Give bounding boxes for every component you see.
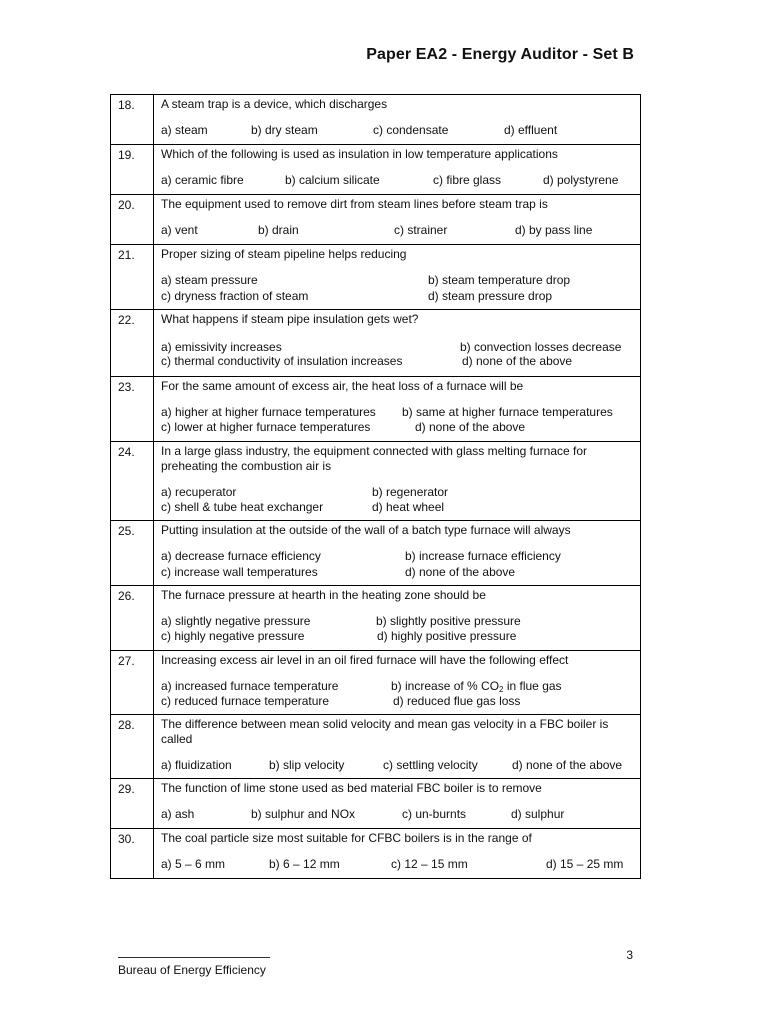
question-number: 28.	[111, 715, 154, 779]
question-number: 22.	[111, 310, 154, 377]
option-b: b) drain	[258, 223, 299, 237]
question-stem: Increasing excess air level in an oil fired furnace will have the following effect	[161, 653, 569, 667]
page-number: 3	[626, 948, 633, 962]
question-stem: The equipment used to remove dirt from steam lines before steam trap is	[161, 197, 548, 211]
option-b: b) sulphur and NOx	[251, 807, 356, 821]
question-stem: Putting insulation at the outside of the wall of a batch type furnace will always	[161, 523, 571, 537]
question-number: 26.	[111, 586, 154, 651]
option-b: b) steam temperature drop	[428, 273, 571, 287]
question-stem: The function of lime stone used as bed material FBC boiler is to remove	[161, 781, 542, 795]
question-row	[111, 521, 641, 586]
option-d: d) heat wheel	[372, 500, 445, 514]
question-stem-line-1: The difference between mean solid velocity and mean gas velocity in a FBC boiler is	[161, 717, 609, 731]
question-stem-line-2: called	[161, 732, 193, 746]
option-a: a) recuperator	[161, 485, 237, 499]
question-number: 23.	[111, 377, 154, 442]
option-b: b) same at higher furnace temperatures	[402, 405, 613, 419]
questions-table	[110, 94, 641, 879]
question-stem: A steam trap is a device, which discharges	[161, 97, 388, 111]
co2-subscript: 2	[499, 685, 504, 694]
option-b: b) increase of % $CO_2$ in flue gas	[391, 679, 562, 694]
question-number: 27.	[111, 651, 154, 715]
option-a: a) fluidization	[161, 758, 232, 772]
option-c: c) dryness fraction of steam	[161, 289, 309, 303]
footer-divider	[118, 957, 270, 958]
option-b: b) slightly positive pressure	[376, 614, 521, 628]
option-c: c) reduced furnace temperature	[161, 694, 330, 708]
option-c: c) 12 – 15 mm	[391, 857, 468, 871]
option-d: d) sulphur	[511, 807, 565, 821]
option-c: c) strainer	[394, 223, 448, 237]
option-b: b) dry steam	[251, 123, 318, 137]
option-d: d) polystyrene	[543, 173, 619, 187]
question-row	[111, 715, 641, 779]
question-row	[111, 779, 641, 829]
page-title: Paper EA2 - Energy Auditor - Set B	[366, 46, 634, 63]
option-a: a) ash	[161, 807, 195, 821]
footer-organization: Bureau of Energy Efficiency	[118, 963, 266, 977]
option-b: b) slip velocity	[269, 758, 345, 772]
question-stem-line-2: preheating the combustion air is	[161, 459, 332, 473]
option-d: d) reduced flue gas loss	[393, 694, 521, 708]
option-c: c) highly negative pressure	[161, 629, 305, 643]
question-stem: Proper sizing of steam pipeline helps reducing	[161, 247, 407, 261]
option-b: b) increase furnace efficiency	[405, 549, 561, 563]
question-stem: What happens if steam pipe insulation gets wet?	[161, 312, 419, 326]
question-number: 29.	[111, 779, 154, 829]
question-row	[111, 145, 641, 195]
option-d: d) by pass line	[515, 223, 593, 237]
option-d: d) none of the above	[512, 758, 623, 772]
option-c: c) thermal conductivity of insulation increases	[161, 354, 403, 368]
question-number: 19.	[111, 145, 154, 195]
option-a: a) slightly negative pressure	[161, 614, 311, 628]
option-d: d) 15 – 25 mm	[546, 857, 624, 871]
option-b: b) regenerator	[372, 485, 449, 499]
question-stem: The furnace pressure at hearth in the heating zone should be	[161, 588, 486, 602]
question-row	[111, 651, 641, 715]
option-a: a) vent	[161, 223, 198, 237]
question-number: 25.	[111, 521, 154, 586]
question-number: 24.	[111, 442, 154, 521]
option-a: a) steam	[161, 123, 208, 137]
option-a: a) emissivity increases	[161, 340, 282, 354]
option-c: c) condensate	[373, 123, 449, 137]
option-c: c) un-burnts	[402, 807, 467, 821]
option-a: a) decrease furnace efficiency	[161, 549, 321, 563]
option-b: b) calcium silicate	[285, 173, 380, 187]
question-number: 30.	[111, 829, 154, 879]
question-row	[111, 310, 641, 377]
option-c: c) settling velocity	[383, 758, 478, 772]
question-stem-line-1: In a large glass industry, the equipment connected with glass melting furnace for	[161, 444, 588, 458]
option-d: d) steam pressure drop	[428, 289, 553, 303]
option-d: d) none of the above	[415, 420, 526, 434]
option-b: b) 6 – 12 mm	[269, 857, 340, 871]
option-c: c) lower at higher furnace temperatures	[161, 420, 371, 434]
option-c: c) fibre glass	[433, 173, 502, 187]
option-d: d) none of the above	[462, 354, 573, 368]
question-row	[111, 377, 641, 442]
question-number: 18.	[111, 95, 154, 145]
question-stem: The coal particle size most suitable for CFBC boilers is in the range of	[161, 831, 532, 845]
question-number: 20.	[111, 195, 154, 245]
question-row	[111, 829, 641, 879]
option-d: d) highly positive pressure	[377, 629, 517, 643]
question-row	[111, 195, 641, 245]
question-number: 21.	[111, 245, 154, 310]
option-a: a) increased furnace temperature	[161, 679, 339, 693]
option-d: d) none of the above	[405, 565, 516, 579]
question-stem: Which of the following is used as insulation in low temperature applications	[161, 147, 558, 161]
question-row	[111, 442, 641, 521]
question-row	[111, 245, 641, 310]
option-c: c) increase wall temperatures	[161, 565, 318, 579]
option-a: a) 5 – 6 mm	[161, 857, 226, 871]
option-d: d) effluent	[504, 123, 558, 137]
option-b: b) convection losses decrease	[460, 340, 622, 354]
question-stem: For the same amount of excess air, the heat loss of a furnace will be	[161, 379, 524, 393]
option-a: a) steam pressure	[161, 273, 258, 287]
option-c: c) shell & tube heat exchanger	[161, 500, 324, 514]
question-row	[111, 586, 641, 651]
option-a: a) higher at higher furnace temperatures	[161, 405, 376, 419]
question-row	[111, 95, 641, 145]
option-a: a) ceramic fibre	[161, 173, 244, 187]
